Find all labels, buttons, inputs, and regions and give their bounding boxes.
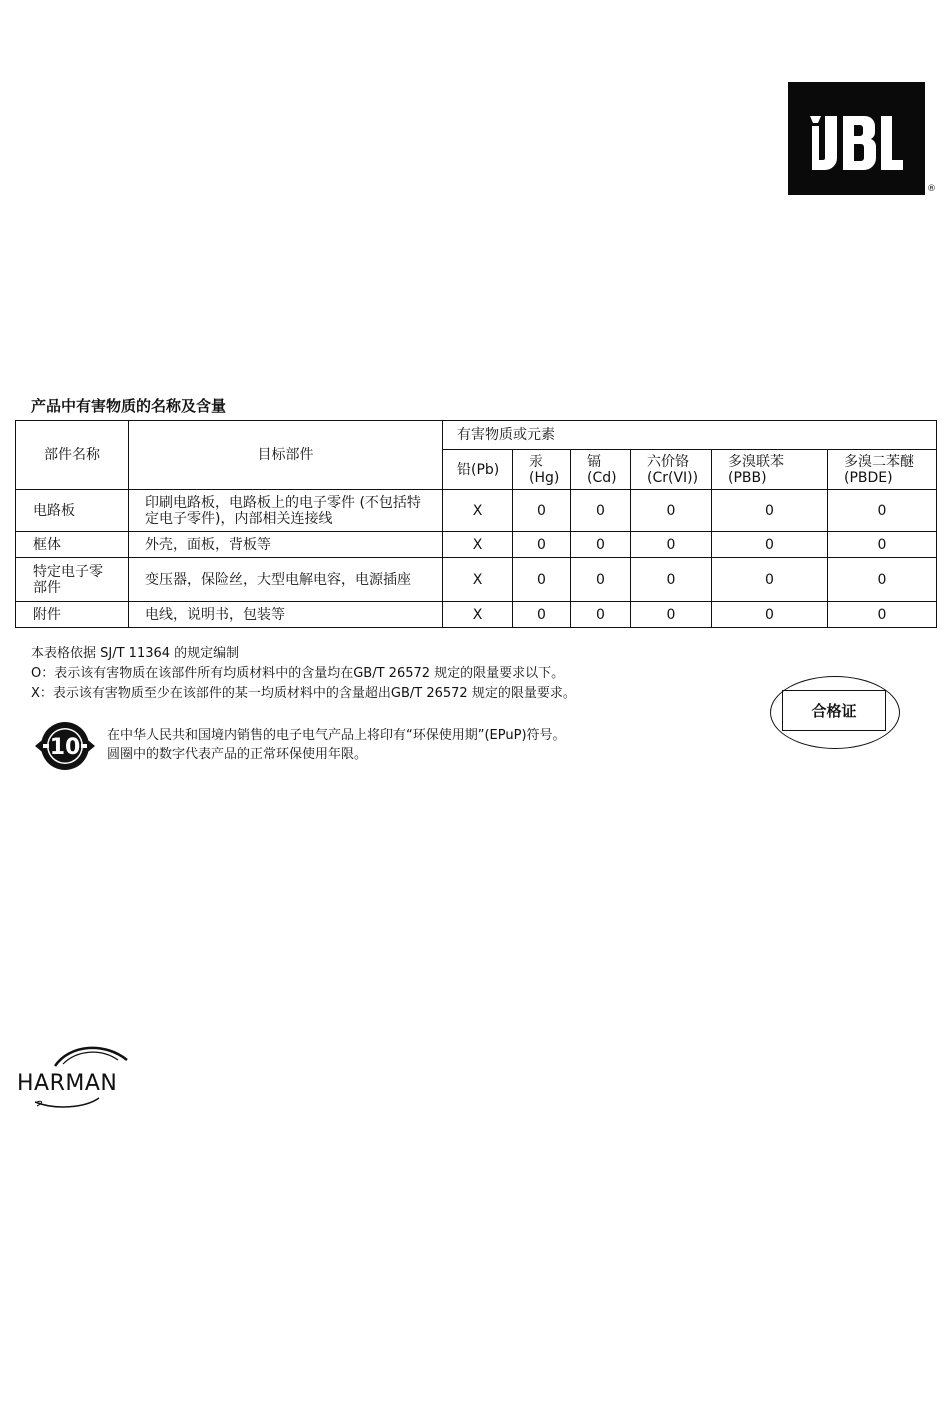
header-substance-pbde: 多溴二苯醚 (PBDE) xyxy=(828,450,937,490)
header-substance-pbb: 多溴联苯 (PBB) xyxy=(712,450,828,490)
row-value-cr6: 0 xyxy=(631,558,712,602)
registered-mark: ® xyxy=(927,184,936,194)
table-row xyxy=(16,602,937,628)
row-value-pbb: 0 xyxy=(712,602,828,628)
row-value-pb: X xyxy=(443,602,513,628)
row-target-parts: 外壳，面板，背板等 xyxy=(129,532,443,558)
row-value-pbb: 0 xyxy=(712,532,828,558)
epup-statement xyxy=(107,726,566,764)
row-value-cr6: 0 xyxy=(631,532,712,558)
table-row xyxy=(16,558,937,602)
epup-10-year-icon xyxy=(33,716,97,776)
jbl-logo xyxy=(788,82,925,195)
table-title: 产品中有害物质的名称及含量 xyxy=(31,397,227,415)
header-substance-cd: 镉 (Cd) xyxy=(571,450,631,490)
certificate-stamp xyxy=(770,676,902,749)
row-value-cd: 0 xyxy=(571,558,631,602)
header-substances-group: 有害物质或元素 xyxy=(443,421,937,450)
header-target-parts: 目标部件 xyxy=(129,421,443,490)
note-x-meaning: X：表示该有害物质至少在该部件的某一均质材料中的含量超出GB/T 26572 规定的限量要求。 xyxy=(31,686,576,701)
row-value-cd: 0 xyxy=(571,532,631,558)
header-substance-hg: 汞 (Hg) xyxy=(513,450,571,490)
row-value-pbb: 0 xyxy=(712,490,828,532)
row-value-hg: 0 xyxy=(513,558,571,602)
row-value-pbde: 0 xyxy=(828,490,937,532)
row-value-hg: 0 xyxy=(513,602,571,628)
row-value-pb: X xyxy=(443,490,513,532)
harman-logo xyxy=(15,1042,140,1112)
row-value-cd: 0 xyxy=(571,490,631,532)
table-header-row xyxy=(16,421,937,450)
row-value-cr6: 0 xyxy=(631,490,712,532)
note-basis: 本表格依据 SJ/T 11364 的规定编制 xyxy=(31,646,240,661)
row-value-cr6: 0 xyxy=(631,602,712,628)
row-target-parts: 电线，说明书，包装等 xyxy=(129,602,443,628)
harman-wordmark: HARMAN xyxy=(17,1071,118,1096)
row-value-pb: X xyxy=(443,532,513,558)
row-value-pbde: 0 xyxy=(828,532,937,558)
epup-line-1: 在中华人民共和国境内销售的电子电气产品上将印有“环保使用期”(EPuP)符号。 xyxy=(107,728,566,743)
table-row xyxy=(16,532,937,558)
epup-line-2: 圆圈中的数字代表产品的正常环保使用年限。 xyxy=(107,747,368,762)
row-value-pbde: 0 xyxy=(828,558,937,602)
row-value-cd: 0 xyxy=(571,602,631,628)
hazardous-substances-table xyxy=(15,420,937,628)
row-value-pb: X xyxy=(443,558,513,602)
row-part-name: 电路板 xyxy=(16,490,129,532)
row-value-pbb: 0 xyxy=(712,558,828,602)
jbl-logo-mark xyxy=(806,110,906,170)
header-part-name: 部件名称 xyxy=(16,421,129,490)
table-row xyxy=(16,490,937,532)
header-substance-cr6: 六价铬 (Cr(VI)) xyxy=(631,450,712,490)
row-value-hg: 0 xyxy=(513,532,571,558)
header-substance-pb: 铅(Pb) xyxy=(443,450,513,490)
certificate-label: 合格证 xyxy=(782,690,886,731)
table-notes xyxy=(31,644,576,704)
row-part-name: 框体 xyxy=(16,532,129,558)
row-value-pbde: 0 xyxy=(828,602,937,628)
row-value-hg: 0 xyxy=(513,490,571,532)
note-o-meaning: O：表示该有害物质在该部件所有均质材料中的含量均在GB/T 26572 规定的限量要求以下。 xyxy=(31,666,565,681)
row-target-parts: 印刷电路板，电路板上的电子零件 (不包括特 定电子零件)，内部相关连接线 xyxy=(129,490,443,532)
row-target-parts: 变压器，保险丝，大型电解电容，电源插座 xyxy=(129,558,443,602)
row-part-name: 特定电子零 部件 xyxy=(16,558,129,602)
row-part-name: 附件 xyxy=(16,602,129,628)
epup-number: 10 xyxy=(49,735,81,760)
